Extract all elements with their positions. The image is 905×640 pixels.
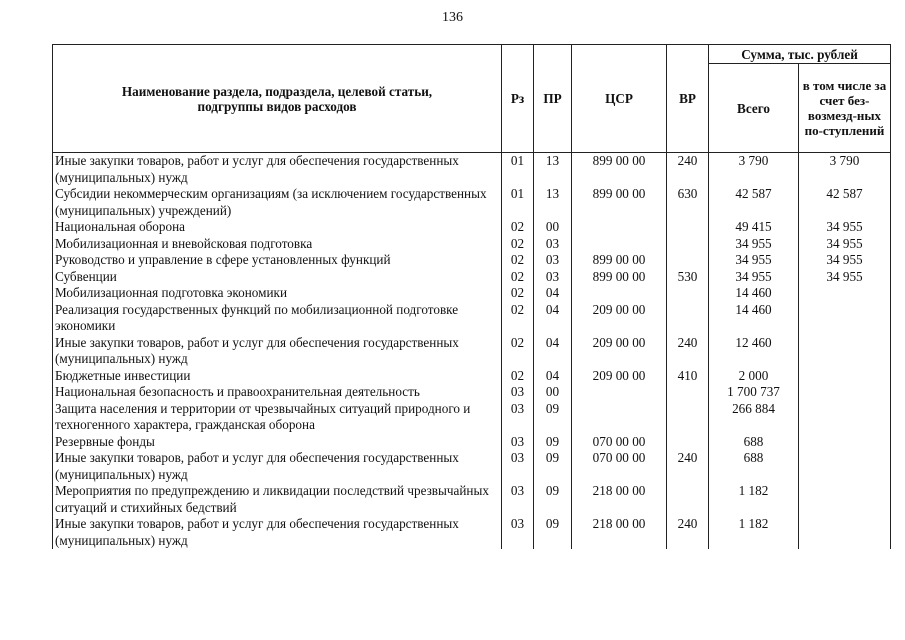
table-row bbox=[53, 384, 891, 401]
row-incl: 34 955 bbox=[799, 252, 891, 269]
page-number: 136 bbox=[442, 10, 463, 25]
row-incl: 34 955 bbox=[799, 269, 891, 286]
row-rz: 03 bbox=[502, 516, 534, 549]
table-row bbox=[53, 335, 891, 368]
row-csr bbox=[572, 285, 667, 302]
row-total: 34 955 bbox=[709, 269, 799, 286]
table-row bbox=[53, 401, 891, 434]
row-pr: 04 bbox=[534, 335, 572, 368]
row-pr: 03 bbox=[534, 252, 572, 269]
row-total: 12 460 bbox=[709, 335, 799, 368]
row-name: Иные закупки товаров, работ и услуг для обеспечения государственных (муниципальных) нужд bbox=[53, 153, 502, 187]
row-vr bbox=[667, 219, 709, 236]
row-vr bbox=[667, 401, 709, 434]
row-rz: 03 bbox=[502, 450, 534, 483]
row-vr bbox=[667, 252, 709, 269]
row-total: 1 700 737 bbox=[709, 384, 799, 401]
table-row bbox=[53, 285, 891, 302]
row-name: Национальная оборона bbox=[53, 219, 502, 236]
row-total: 2 000 bbox=[709, 368, 799, 385]
row-vr bbox=[667, 302, 709, 335]
row-incl bbox=[799, 302, 891, 335]
row-csr: 899 00 00 bbox=[572, 269, 667, 286]
table-row bbox=[53, 302, 891, 335]
row-csr bbox=[572, 236, 667, 253]
row-vr bbox=[667, 483, 709, 516]
row-total: 49 415 bbox=[709, 219, 799, 236]
row-incl bbox=[799, 516, 891, 549]
row-incl bbox=[799, 384, 891, 401]
row-rz: 03 bbox=[502, 384, 534, 401]
row-vr bbox=[667, 384, 709, 401]
row-pr: 04 bbox=[534, 368, 572, 385]
row-rz: 01 bbox=[502, 186, 534, 219]
row-total: 688 bbox=[709, 434, 799, 451]
row-csr: 899 00 00 bbox=[572, 186, 667, 219]
header-pr: ПР bbox=[534, 45, 572, 153]
row-vr: 530 bbox=[667, 269, 709, 286]
row-total: 34 955 bbox=[709, 252, 799, 269]
row-vr: 240 bbox=[667, 516, 709, 549]
row-rz: 02 bbox=[502, 236, 534, 253]
row-pr: 09 bbox=[534, 516, 572, 549]
row-pr: 00 bbox=[534, 219, 572, 236]
row-csr: 899 00 00 bbox=[572, 252, 667, 269]
row-csr: 209 00 00 bbox=[572, 302, 667, 335]
row-csr bbox=[572, 384, 667, 401]
row-rz: 02 bbox=[502, 335, 534, 368]
row-csr: 070 00 00 bbox=[572, 450, 667, 483]
row-vr bbox=[667, 285, 709, 302]
header-rz: Рз bbox=[502, 45, 534, 153]
row-total: 42 587 bbox=[709, 186, 799, 219]
row-pr: 13 bbox=[534, 186, 572, 219]
row-incl: 3 790 bbox=[799, 153, 891, 187]
row-csr: 218 00 00 bbox=[572, 483, 667, 516]
row-name: Субвенции bbox=[53, 269, 502, 286]
row-pr: 09 bbox=[534, 434, 572, 451]
row-pr: 04 bbox=[534, 285, 572, 302]
row-name: Резервные фонды bbox=[53, 434, 502, 451]
row-rz: 02 bbox=[502, 219, 534, 236]
row-vr bbox=[667, 434, 709, 451]
row-csr: 209 00 00 bbox=[572, 368, 667, 385]
row-name: Защита населения и территории от чрезвычайных ситуаций природного и техногенного характера, гражданская оборона bbox=[53, 401, 502, 434]
row-total: 3 790 bbox=[709, 153, 799, 187]
row-incl bbox=[799, 335, 891, 368]
row-total: 1 182 bbox=[709, 483, 799, 516]
row-rz: 02 bbox=[502, 285, 534, 302]
row-rz: 02 bbox=[502, 252, 534, 269]
row-total: 14 460 bbox=[709, 285, 799, 302]
row-pr: 04 bbox=[534, 302, 572, 335]
header-csr: ЦСР bbox=[572, 45, 667, 153]
row-vr: 410 bbox=[667, 368, 709, 385]
row-incl bbox=[799, 483, 891, 516]
row-rz: 02 bbox=[502, 302, 534, 335]
row-pr: 09 bbox=[534, 483, 572, 516]
row-pr: 00 bbox=[534, 384, 572, 401]
row-name: Мероприятия по предупреждению и ликвидации последствий чрезвычайных ситуаций и стихийных бедствий bbox=[53, 483, 502, 516]
row-rz: 02 bbox=[502, 368, 534, 385]
table-row bbox=[53, 434, 891, 451]
header-sum-group: Сумма, тыс. рублей bbox=[709, 45, 891, 64]
row-incl bbox=[799, 450, 891, 483]
table-row bbox=[53, 450, 891, 483]
row-vr bbox=[667, 236, 709, 253]
row-pr: 13 bbox=[534, 153, 572, 187]
row-pr: 09 bbox=[534, 401, 572, 434]
row-pr: 03 bbox=[534, 236, 572, 253]
row-pr: 09 bbox=[534, 450, 572, 483]
row-csr: 070 00 00 bbox=[572, 434, 667, 451]
table-row bbox=[53, 368, 891, 385]
row-rz: 01 bbox=[502, 153, 534, 187]
row-total: 34 955 bbox=[709, 236, 799, 253]
row-incl: 34 955 bbox=[799, 219, 891, 236]
row-incl bbox=[799, 434, 891, 451]
row-incl bbox=[799, 368, 891, 385]
row-incl bbox=[799, 285, 891, 302]
row-rz: 03 bbox=[502, 434, 534, 451]
row-name: Мобилизационная подготовка экономики bbox=[53, 285, 502, 302]
row-csr bbox=[572, 219, 667, 236]
row-name: Иные закупки товаров, работ и услуг для обеспечения государственных (муниципальных) нужд bbox=[53, 335, 502, 368]
table-body bbox=[53, 153, 891, 550]
row-name: Реализация государственных функций по мобилизационной подготовке экономики bbox=[53, 302, 502, 335]
row-name: Иные закупки товаров, работ и услуг для обеспечения государственных (муниципальных) нужд bbox=[53, 516, 502, 549]
row-csr: 209 00 00 bbox=[572, 335, 667, 368]
header-total: Всего bbox=[709, 64, 799, 153]
row-name: Руководство и управление в сфере установленных функций bbox=[53, 252, 502, 269]
row-csr: 899 00 00 bbox=[572, 153, 667, 187]
table-row bbox=[53, 269, 891, 286]
table-row bbox=[53, 252, 891, 269]
table-row bbox=[53, 516, 891, 549]
row-csr: 218 00 00 bbox=[572, 516, 667, 549]
row-csr bbox=[572, 401, 667, 434]
row-name: Бюджетные инвестиции bbox=[53, 368, 502, 385]
row-vr: 630 bbox=[667, 186, 709, 219]
row-incl bbox=[799, 401, 891, 434]
row-total: 1 182 bbox=[709, 516, 799, 549]
table-row bbox=[53, 186, 891, 219]
row-name: Иные закупки товаров, работ и услуг для обеспечения государственных (муниципальных) нужд bbox=[53, 450, 502, 483]
header-incl: в том числе за счет без-возмезд-ных по-ступлений bbox=[799, 64, 891, 153]
table-row bbox=[53, 153, 891, 187]
header-vr: ВР bbox=[667, 45, 709, 153]
row-total: 266 884 bbox=[709, 401, 799, 434]
row-total: 14 460 bbox=[709, 302, 799, 335]
row-vr: 240 bbox=[667, 335, 709, 368]
row-rz: 03 bbox=[502, 483, 534, 516]
row-vr: 240 bbox=[667, 153, 709, 187]
row-incl: 42 587 bbox=[799, 186, 891, 219]
row-vr: 240 bbox=[667, 450, 709, 483]
table-row bbox=[53, 483, 891, 516]
row-total: 688 bbox=[709, 450, 799, 483]
budget-table bbox=[52, 44, 891, 549]
table-row bbox=[53, 219, 891, 236]
row-rz: 03 bbox=[502, 401, 534, 434]
header-name: Наименование раздела, подраздела, целевой статьи, подгруппы видов расходов bbox=[53, 45, 502, 153]
row-name: Мобилизационная и вневойсковая подготовка bbox=[53, 236, 502, 253]
row-name: Национальная безопасность и правоохранительная деятельность bbox=[53, 384, 502, 401]
row-incl: 34 955 bbox=[799, 236, 891, 253]
table-row bbox=[53, 236, 891, 253]
row-rz: 02 bbox=[502, 269, 534, 286]
row-name: Субсидии некоммерческим организациям (за исключением государственных (муниципальных) учреждений) bbox=[53, 186, 502, 219]
header-row-top bbox=[53, 45, 891, 64]
row-pr: 03 bbox=[534, 269, 572, 286]
